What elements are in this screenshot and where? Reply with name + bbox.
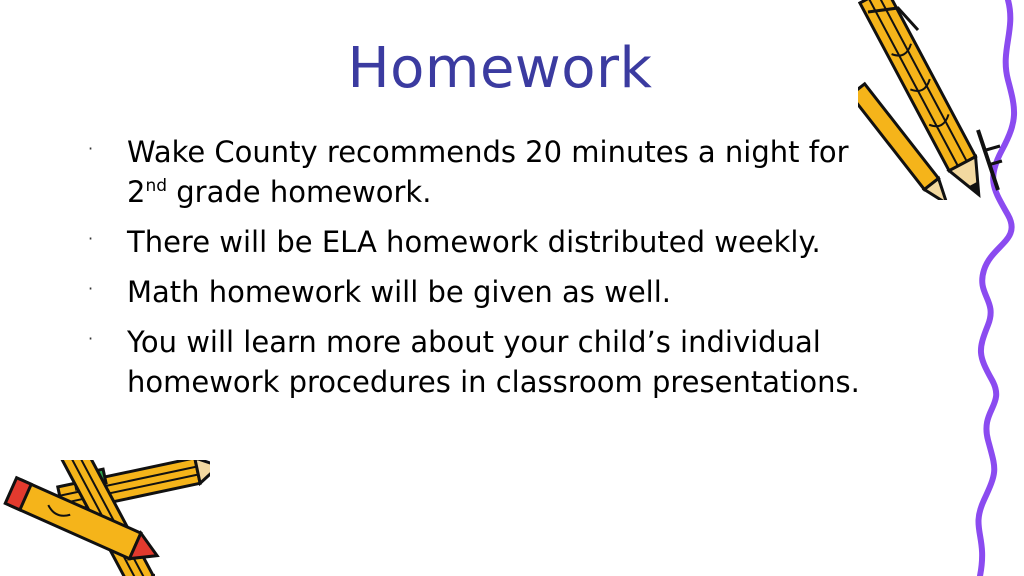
- bullet-text-continuation: grade homework.: [167, 175, 432, 209]
- list-item: [84, 132, 924, 212]
- bullet-text: There will be ELA homework distributed weekly.: [127, 225, 821, 259]
- list-item: [84, 322, 924, 402]
- bullet-dot: ·: [88, 279, 94, 298]
- bullet-text: You will learn more about your child’s individual homework procedures in classroom presentations.: [127, 325, 860, 399]
- pencil-cluster-bottom-left: [0, 460, 210, 576]
- bullet-dot: ·: [88, 229, 94, 248]
- bullet-list: [84, 132, 924, 412]
- bullet-text-number: 2: [127, 175, 146, 209]
- list-item: [84, 222, 924, 262]
- list-item: [84, 272, 924, 312]
- bullet-text: Wake County recommends 20 minutes a night for: [127, 135, 849, 169]
- bullet-dot: ·: [88, 329, 94, 348]
- slide-title: Homework: [347, 36, 653, 101]
- ordinal-superscript: nd: [145, 176, 168, 196]
- bullet-text: Math homework will be given as well.: [127, 275, 672, 309]
- bullet-dot: ·: [88, 139, 94, 158]
